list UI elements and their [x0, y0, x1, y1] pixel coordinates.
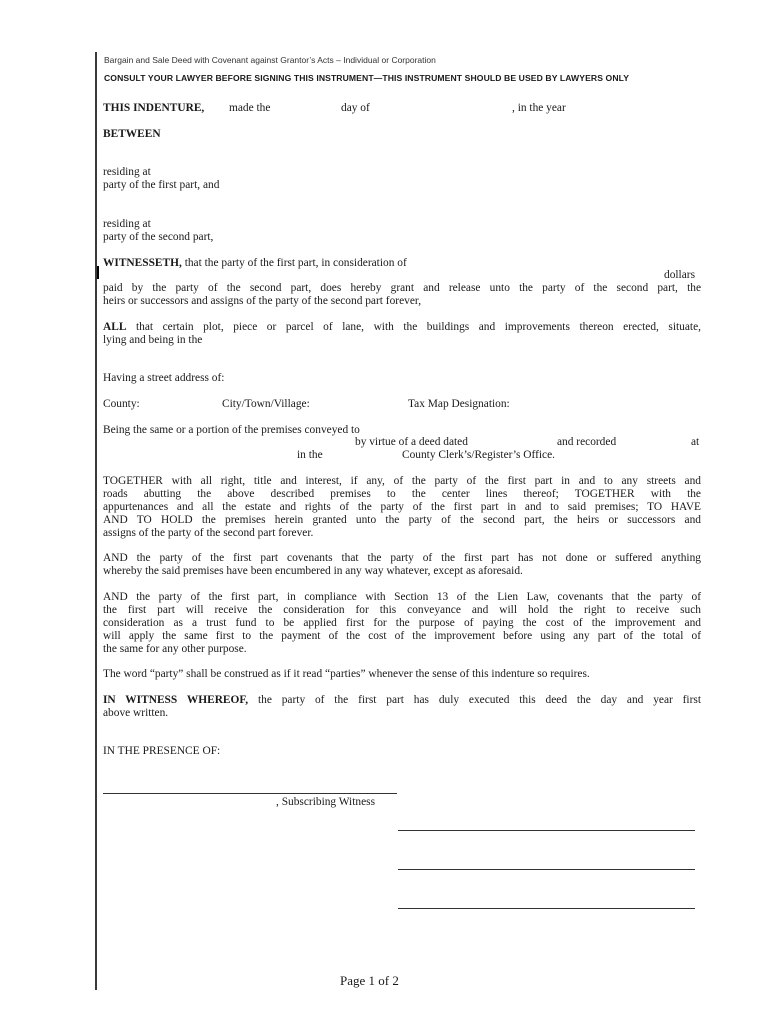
in-witness-text: the party of the first part has duly executed this deed the day and year first: [257, 694, 701, 706]
witnesseth-text: that the party of the first part, in consideration of: [184, 257, 407, 269]
together-line-3: appurtenances and all the estate and rights of the party of the first part in and to said premises; TO HAVE: [103, 501, 701, 513]
grantor-signature-line-3[interactable]: [398, 908, 695, 909]
presence-heading: IN THE PRESENCE OF:: [103, 745, 221, 757]
party-word-clause: The word “party” shall be construed as if it read “parties” whenever the sense of this indenture so requires.: [103, 668, 590, 680]
between-heading: BETWEEN: [103, 128, 161, 140]
witnesseth-line-3: heirs or successors and assigns of the party of the second part forever,: [103, 295, 422, 307]
lien-law-line-5: the same for any other purpose.: [103, 643, 247, 655]
covenant-line-1: AND the party of the first part covenants that the party of the first part has not done or suffered anything: [103, 552, 701, 564]
premises-by-virtue: by virtue of a deed dated: [355, 436, 468, 448]
witness-signature-line[interactable]: [103, 793, 397, 794]
indenture-lead: THIS INDENTURE,: [103, 102, 205, 114]
indenture-year: , in the year: [512, 102, 566, 114]
first-party-role: party of the first part, and: [103, 179, 220, 191]
together-line-2: roads abutting the above described premises to the center lines thereof; TOGETHER with the: [103, 488, 701, 500]
together-line-4: AND TO HOLD the premises herein granted unto the party of the second part, the heirs or successors and: [103, 514, 701, 526]
premises-and-recorded: and recorded: [557, 436, 617, 448]
together-line-5: assigns of the party of the second part forever.: [103, 527, 314, 539]
dollars-label: dollars: [664, 269, 696, 281]
all-clause-text: that certain plot, piece or parcel of lane, with the buildings and improvements thereon erected, situate,: [135, 321, 701, 333]
city-label: City/Town/Village:: [222, 398, 310, 410]
premises-line-1: Being the same or a portion of the premises conveyed to: [103, 424, 360, 436]
consult-notice: CONSULT YOUR LAWYER BEFORE SIGNING THIS INSTRUMENT—THIS INSTRUMENT SHOULD BE USED BY LAWYERS ONLY: [104, 73, 630, 83]
premises-county-clerk: County Clerk’s/Register’s Office.: [402, 449, 556, 461]
page-number: Page 1 of 2: [340, 973, 399, 988]
indenture-made-the: made the: [229, 102, 271, 114]
lien-law-line-1: AND the party of the first part, in compliance with Section 13 of the Lien Law, covenants that the party of: [103, 591, 701, 603]
street-address-label: Having a street address of:: [103, 372, 225, 384]
indenture-day-of: day of: [341, 102, 370, 114]
lien-law-line-3: consideration as a trust fund to be applied first for the purpose of paying the cost of the improvement and: [103, 617, 701, 629]
lien-law-line-4: will apply the same first to the payment of the cost of the improvement before using any part of the total of: [103, 630, 701, 642]
second-party-residing: residing at: [103, 218, 151, 230]
county-label: County:: [103, 398, 140, 410]
in-witness-lead: IN WITNESS WHEREOF,: [103, 694, 249, 706]
all-clause-line-2: lying and being in the: [103, 334, 203, 346]
premises-at: at: [691, 436, 700, 448]
form-title: Bargain and Sale Deed with Covenant against Grantor’s Acts – Individual or Corporation: [104, 55, 436, 65]
witnesseth-line-2: paid by the party of the second part, does hereby grant and release unto the party of the second part, the: [103, 282, 701, 294]
grantor-signature-line-2[interactable]: [398, 869, 695, 870]
witnesseth-line: [103, 257, 407, 270]
witnesseth-lead: WITNESSETH,: [103, 257, 182, 269]
second-party-role: party of the second part,: [103, 231, 214, 243]
all-clause-lead: ALL: [103, 321, 127, 333]
covenant-line-2: whereby the said premises have been encumbered in any way whatever, except as aforesaid.: [103, 565, 523, 577]
all-clause-line-1: [103, 321, 701, 334]
left-margin-rule: [95, 52, 97, 990]
in-witness-line-1: [103, 694, 701, 707]
tax-map-label: Tax Map Designation:: [408, 398, 510, 410]
subscribing-witness-label: , Subscribing Witness: [276, 796, 376, 808]
premises-in-the: in the: [297, 449, 323, 461]
together-line-1: TOGETHER with all right, title and interest, if any, of the party of the first part in and to any streets and: [103, 475, 701, 487]
lien-law-line-2: the first part will receive the consideration for this conveyance and will hold the right to receive such: [103, 604, 701, 616]
text-cursor: [97, 266, 99, 279]
first-party-residing: residing at: [103, 166, 151, 178]
grantor-signature-line-1[interactable]: [398, 830, 695, 831]
in-witness-line-2: above written.: [103, 707, 169, 719]
